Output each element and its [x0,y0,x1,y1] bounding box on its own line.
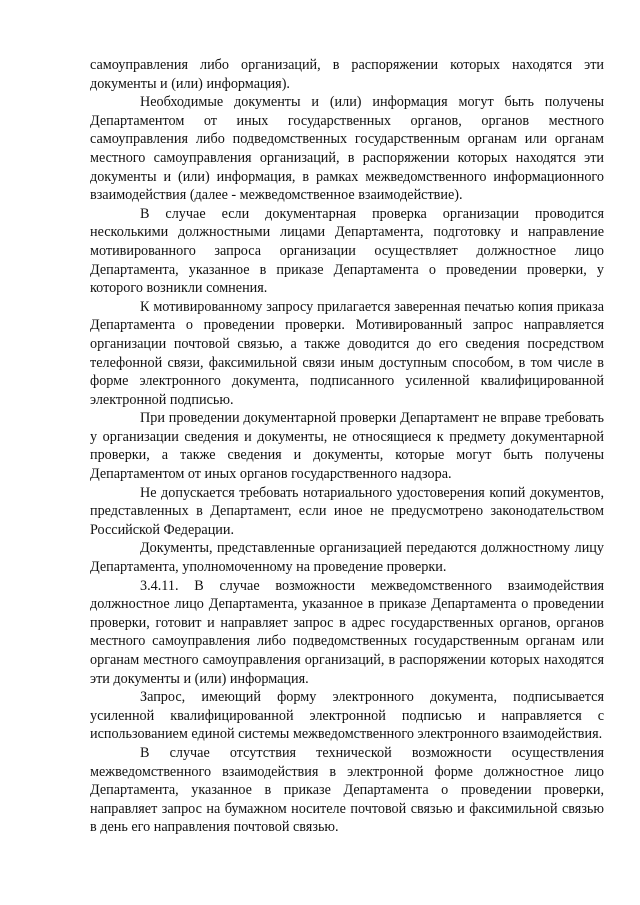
paragraph-8: 3.4.11. В случае возможности межведомственного взаимодействия должностное лицо Департамента, указанное в приказе Департамента о проведении проверки, готовит и направляет запрос в адрес государственных органов, органов местного самоуправления либо подведомственных государственным органам или органам местного самоуправления организаций, в распоряжении которых находятся эти документы и (или) информация. [90,577,604,687]
paragraph-2: Необходимые документы и (или) информация могут быть получены Департаментом от иных государственных органов, органов местного самоуправления либо подведомственных государственным органам или органам местного самоуправления организаций, в распоряжении которых находятся эти документы и (или) информация, в рамках межведомственного информационного взаимодействия (далее - межведомственное взаимодействие). [90,94,604,204]
paragraph-3: В случае если документарная проверка организации проводится несколькими должностными лицами Департамента, подготовку и направление мотивированного запроса организации осуществляет должностное лицо Департамента, указанное в приказе Департамента о проведении проверки, у которого возникли сомнения. [90,205,604,297]
paragraph-4: К мотивированному запросу прилагается заверенная печатью копия приказа Департамента о проведении проверки. Мотивированный запрос направляется организации почтовой связью, а также доводится до его сведения посредством телефонной связи, факсимильной связи иным доступным способом, в том числе в форме электронного документа, подписанного усиленной квалифицированной электронной подписью. [90,298,604,408]
paragraph-5: При проведении документарной проверки Департамент не вправе требовать у организации сведения и документы, не относящиеся к предмету документарной проверки, а также сведения и документы, которые могут быть получены Департаментом от иных органов государственного надзора. [90,410,604,483]
paragraph-7: Документы, представленные организацией передаются должностному лицу Департамента, уполномоченному на проведение проверки. [90,540,604,576]
paragraph-1: самоуправления либо организаций, в распоряжении которых находятся эти документы и (или) информация). [90,57,604,92]
paragraph-9: Запрос, имеющий форму электронного документа, подписывается усиленной квалифицированной электронной подписью и направляется с использованием единой системы межведомственного электронного взаимодействия. [90,689,604,743]
paragraph-10: В случае отсутствия технической возможности осуществления межведомственного взаимодействия в электронной форме должностное лицо Департамента, указанное в приказе Департамента о проведении проверки, направляет запрос на бумажном носителе почтовой связью и факсимильной связью в день его направления почтовой связью. [90,744,604,836]
document-page [90,56,604,837]
paragraph-6: Не допускается требовать нотариального удостоверения копий документов, представленных в Департамент, если иное не предусмотрено законодательством Российской Федерации. [90,484,604,538]
